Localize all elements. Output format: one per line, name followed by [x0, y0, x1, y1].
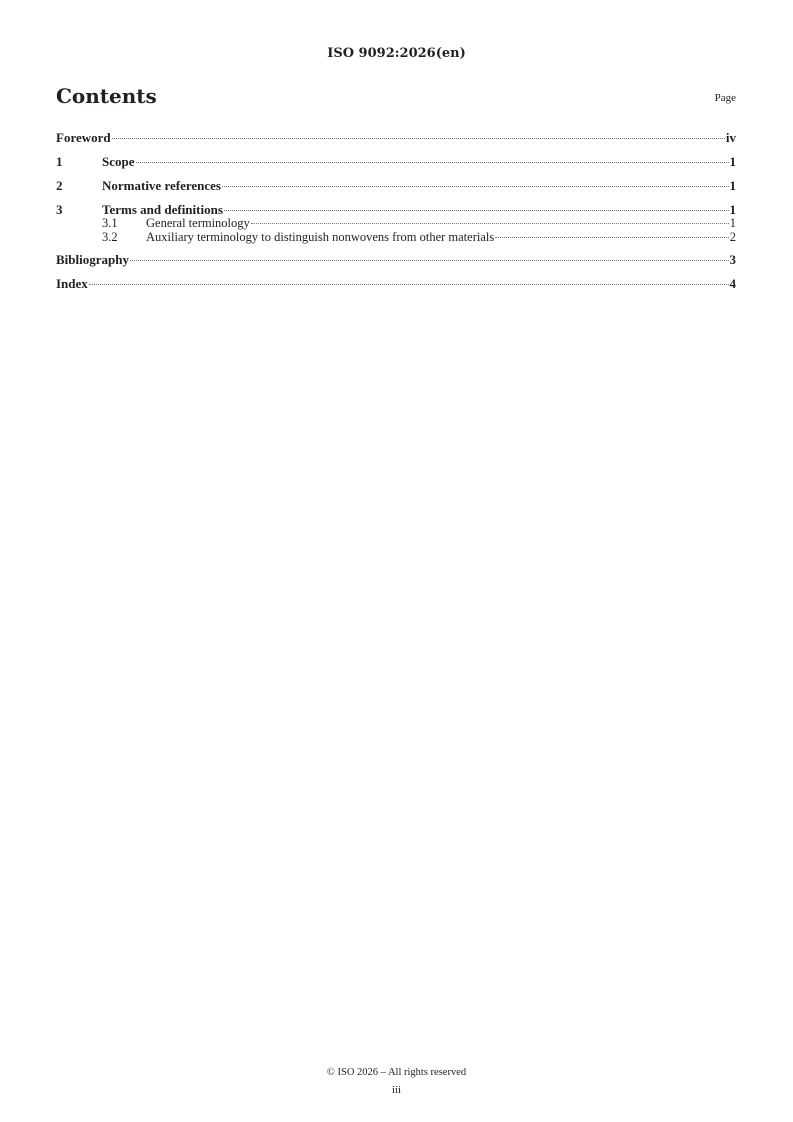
- toc-entry-page: 4: [729, 276, 736, 291]
- toc-entry-terms-and-definitions[interactable]: [56, 200, 736, 216]
- page-number: iii: [391, 1084, 402, 1096]
- toc-entry-number: 1: [56, 154, 63, 169]
- dot-leader: [495, 237, 729, 238]
- dot-leader: [224, 210, 729, 211]
- dot-leader: [251, 223, 729, 224]
- toc-entry-title: Index: [56, 276, 88, 291]
- toc-entry-title: Bibliography: [56, 252, 129, 267]
- toc-entry-number: 3.2: [102, 230, 118, 244]
- document-header: ISO 9092:2026(en): [327, 46, 466, 61]
- dot-leader: [130, 260, 729, 261]
- dot-leader: [136, 162, 729, 163]
- toc-entry-title: Auxiliary terminology to distinguish nonwovens from other materials: [146, 230, 495, 244]
- toc-entry-index[interactable]: [56, 274, 736, 298]
- toc-entry-title: General terminology: [146, 216, 250, 230]
- toc-entry-page: 1: [729, 178, 736, 193]
- copyright-notice: © ISO 2026 – All rights reserved: [326, 1067, 467, 1078]
- toc-entry-title: Scope: [102, 154, 135, 169]
- toc-entry-page: 2: [729, 230, 736, 244]
- toc-entry-bibliography[interactable]: [56, 250, 736, 274]
- toc-entry-page: 1: [729, 216, 736, 230]
- page-column-label: Page: [714, 92, 736, 104]
- toc-subentry-auxiliary-terminology[interactable]: [56, 230, 736, 250]
- toc-entry-title: Foreword: [56, 130, 111, 145]
- dot-leader: [112, 138, 725, 139]
- toc-entry-normative-references[interactable]: [56, 176, 736, 200]
- dot-leader: [222, 186, 729, 187]
- toc-entry-foreword[interactable]: [56, 128, 736, 152]
- toc-entry-page: 1: [729, 154, 736, 169]
- toc-entry-number: 2: [56, 178, 63, 193]
- toc-entry-page: iv: [725, 130, 736, 145]
- toc-entry-number: 3: [56, 202, 63, 217]
- toc-entry-title: Terms and definitions: [102, 202, 223, 217]
- dot-leader: [89, 284, 729, 285]
- toc-entry-page: 3: [729, 252, 736, 267]
- toc-entry-number: 3.1: [102, 216, 118, 230]
- toc-entry-scope[interactable]: [56, 152, 736, 176]
- table-of-contents: [56, 128, 736, 298]
- contents-heading: Contents: [56, 84, 157, 108]
- toc-entry-page: 1: [729, 202, 736, 217]
- toc-subentry-general-terminology[interactable]: [56, 216, 736, 230]
- toc-entry-title: Normative references: [102, 178, 221, 193]
